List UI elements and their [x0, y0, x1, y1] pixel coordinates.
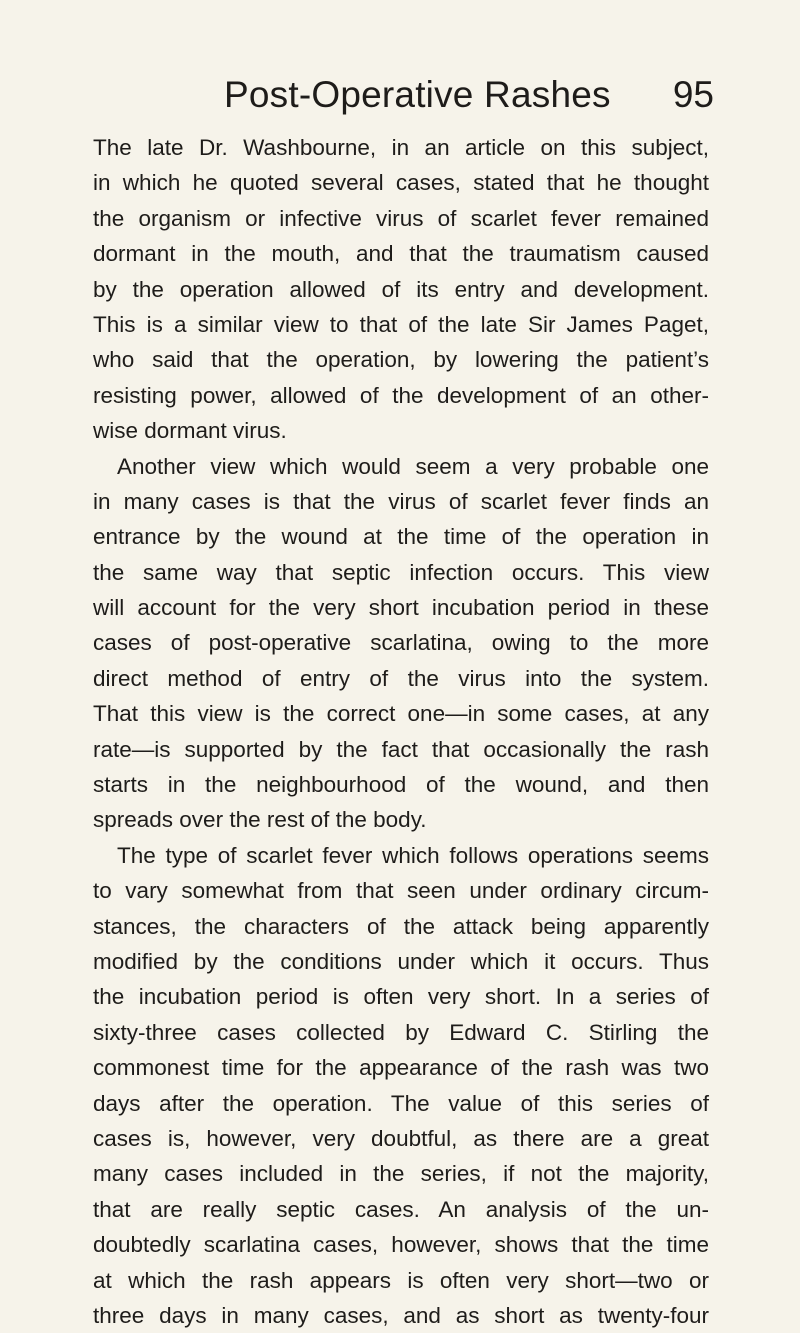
text-line: to vary somewhat from that seen under ordinary circum- [93, 878, 709, 904]
text-line: sixty-three cases collected by Edward C. Stirling the [93, 1019, 709, 1045]
running-head [94, 72, 714, 122]
text-line: three days in many cases, and as short as twenty-four [93, 1302, 709, 1328]
text-line: cases is, however, very doubtful, as there are a great [93, 1125, 709, 1151]
text-line: in many cases is that the virus of scarlet fever finds an [93, 488, 709, 514]
text-line: cases of post-operative scarlatina, owing to the more [93, 630, 709, 656]
text-line: The late Dr. Washbourne, in an article on this subject, [93, 135, 709, 160]
text-line: days after the operation. The value of this series of [93, 1090, 709, 1116]
text-line: doubtedly scarlatina cases, however, shows that the time [93, 1232, 709, 1258]
text-line: the same way that septic infection occurs. This view [93, 559, 709, 585]
text-line: wise dormant virus. [93, 418, 287, 444]
text-line: that are really septic cases. An analysis of the un- [93, 1196, 709, 1222]
text-line: commonest time for the appearance of the rash was two [93, 1055, 709, 1081]
text-line: rate—is supported by the fact that occasionally the rash [93, 736, 709, 762]
text-line: entrance by the wound at the time of the operation in [93, 524, 709, 550]
text-line: the organism or infective virus of scarlet fever remained [93, 205, 709, 231]
text-line: stances, the characters of the attack being apparently [93, 913, 709, 939]
text-line: by the operation allowed of its entry and development. [93, 276, 709, 302]
text-line: at which the rash appears is often very short—two or [93, 1267, 709, 1293]
body-text [93, 130, 709, 1333]
text-line: That this view is the correct one—in some cases, at any [93, 701, 709, 727]
text-line: dormant in the mouth, and that the traumatism caused [93, 241, 709, 267]
text-line: many cases included in the series, if not the majority, [93, 1161, 709, 1187]
text-line: will account for the very short incubation period in these [93, 595, 709, 621]
text-line: modified by the conditions under which it occurs. Thus [93, 948, 709, 974]
running-title: Post-Operative Rashes [224, 74, 611, 115]
text-line: resisting power, allowed of the development of an other- [93, 382, 709, 408]
text-line: the incubation period is often very short. In a series of [93, 984, 709, 1010]
text-line: direct method of entry of the virus into the system. [93, 665, 709, 691]
page-number: 95 [672, 74, 714, 115]
text-line: This is a similar view to that of the late Sir James Paget, [93, 311, 709, 337]
text-line: starts in the neighbourhood of the wound, and then [93, 772, 709, 798]
text-line: in which he quoted several cases, stated that he thought [93, 170, 709, 196]
text-line: Another view which would seem a very probable one [117, 453, 709, 479]
text-line: who said that the operation, by lowering the patient’s [93, 347, 709, 373]
text-line: spreads over the rest of the body. [93, 807, 427, 833]
text-line: The type of scarlet fever which follows operations seems [117, 842, 709, 868]
